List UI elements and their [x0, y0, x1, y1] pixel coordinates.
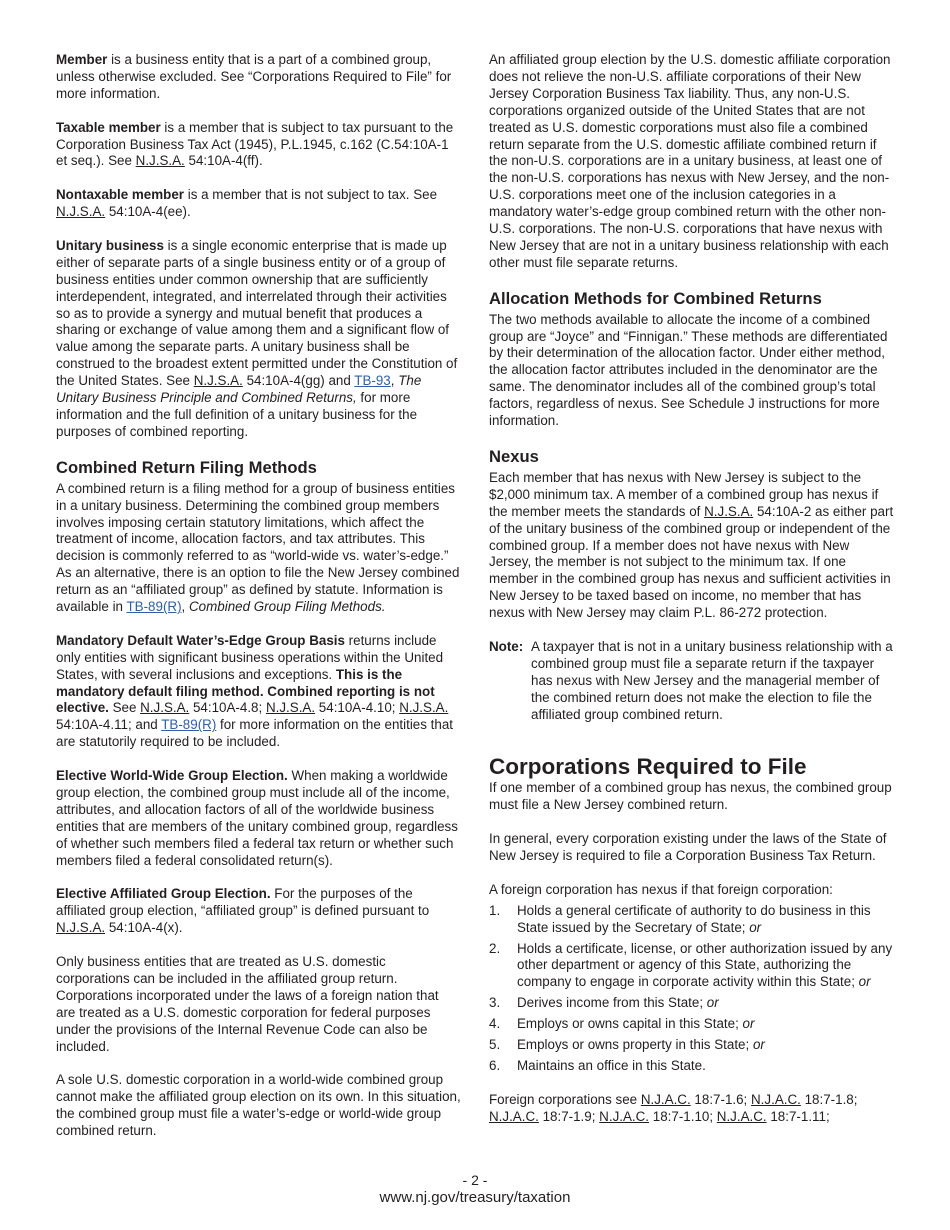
foreign-intro: A foreign corporation has nexus if that foreign corporation:	[489, 881, 833, 897]
list-item: 4. Employs or owns capital in this State; or	[489, 1016, 755, 1032]
nexus-criteria-list	[489, 903, 895, 1075]
domestic-only-paragraph: Only business entities that are treated as U.S. domestic corporations can be included in the affiliated group return. Corporations incorporated under the laws of a foreign nation that are treated as a U.S. domestic corporation for federal purposes under the provisions of the Internal Revenue Code can also be included.	[56, 954, 439, 1054]
list-item: 5. Employs or owns property in this State; or	[489, 1037, 765, 1053]
list-item: 3. Derives income from this State; or	[489, 995, 719, 1011]
section-heading-allocation: Allocation Methods for Combined Returns	[489, 288, 822, 308]
combined-return-paragraph: A combined return is a filing method for a group of business entities in a unitary business. Determining the combined group members involves imposing certain statutory limitations, which affect the treatment of income, allocation factors, and tax attributes. This decision is commonly referred to as “world-wide vs. water’s-edge.” As an alternative, there is an option to file the New Jersey combined return as an “affiliated group” as defined by statute. Information is available in TB-89(R), Combined Group Filing Methods.	[56, 480, 460, 615]
sole-corporation-paragraph: A sole U.S. domestic corporation in a world-wide combined group cannot make the affiliated group election on its own. In this situation, the combined group must file a water’s-edge or world-wide group combined return.	[56, 1072, 461, 1139]
left-column	[56, 52, 461, 1157]
footer-url: www.nj.gov/treasury/taxation	[379, 1189, 571, 1206]
nexus-paragraph: Each member that has nexus with New Jersey is subject to the $2,000 minimum tax. A member of a combined group has nexus if the member meets the standards of N.J.S.A. 54:10A-2 as either part of the unitary business of the combined group or independent of the combined group. If a member does not have nexus with New Jersey, the member is not subject to the minimum tax. If one member in the combined group has nexus and sufficient activities in New Jersey to be taxed based on income, no member that has nexus with New Jersey may claim P.L. 86-272 protection.	[489, 469, 894, 621]
mandatory-waters-edge-paragraph: Mandatory Default Water’s-Edge Group Basis returns include only entities with significant business operations within the United States, with several inclusions and exceptions. This is the mandatory default filing method. Combined reporting is not elective. See N.J.S.A. 54:10A-4.8; N.J.S.A. 54:10A-4.10; N.J.S.A. 54:10A-4.11; and TB-89(R) for more information on the entities that are statutorily required to be included.	[56, 632, 453, 750]
definition-unitary-business: Unitary business is a single economic enterprise that is made up either of separate parts of a single business entity or of a group of business entities under common ownership that are sufficiently interdependent, integrated, and interrelated through their activities so as to provide a synergy and mutual benefit that produces a sharing or exchange of value among them and a significant flow of value among the separate parts. A unitary business shall be construed to the broadest extent permitted under the Constitution of the United States. See N.J.S.A. 54:10A-4(gg) and TB-93, The Unitary Business Principle and Combined Returns, for more information and the full definition of a unitary business for the purposes of combined reporting.	[56, 237, 458, 439]
definition-nontaxable-member: Nontaxable member is a member that is not subject to tax. See N.J.S.A. 54:10A-4(ee).	[56, 187, 438, 220]
tb-89r-link[interactable]: TB-89(R)	[126, 599, 182, 615]
section-heading-nexus: Nexus	[489, 446, 539, 466]
statute-ref: N.J.S.A.	[193, 373, 243, 389]
allocation-paragraph: The two methods available to allocate the income of a combined group are “Joyce” and “Finnigan.” These methods are differentiated by their determination of the allocation factor. Under either method, the allocation factor attributes included in the denominator are the same. The denominator includes all of the combined group’s total factors, regardless of nexus. See Schedule J instructions for more information.	[489, 311, 888, 429]
tb-93-link[interactable]: TB-93	[354, 373, 391, 389]
right-column	[489, 52, 895, 1142]
list-item: 6. Maintains an office in this State.	[489, 1057, 706, 1073]
tb-89r-link[interactable]: TB-89(R)	[161, 717, 217, 733]
affiliated-election-paragraph: Elective Affiliated Group Election. For the purposes of the affiliated group election, “affiliated group” is defined pursuant to N.J.S.A. 54:10A-4(x).	[56, 886, 430, 936]
corp-paragraph-1: If one member of a combined group has nexus, the combined group must file a New Jersey combined return.	[489, 780, 892, 813]
worldwide-election-paragraph: Elective World-Wide Group Election. When making a worldwide group election, the combined group must include all of the income, attributes, and allocation factors of all of the worldwide business entities that are members of the unitary combined group, regardless of whether such members filed a federal tax return or whether such members filed a federal consolidated return(s).	[56, 768, 458, 868]
note-label: Note:	[489, 638, 524, 654]
list-item: 2. Holds a certificate, license, or other authorization issued by any other department or agency of this State, authorizing the company to engage in corporate activity within this State; or	[489, 940, 893, 990]
foreign-corporations-references: Foreign corporations see N.J.A.C. 18:7-1.6; N.J.A.C. 18:7-1.8; N.J.A.C. 18:7-1.9; N.J.A.C. 18:7-1.10; N.J.A.C. 18:7-1.11;	[489, 1091, 858, 1124]
definition-member: Member is a business entity that is a part of a combined group, unless otherwise excluded. See “Corporations Required to File” for more information.	[56, 52, 452, 101]
page-number: - 2 -	[462, 1172, 488, 1188]
list-item: 1. Holds a general certificate of authority to do business in this State issued by the Secretary of State; or	[489, 902, 871, 935]
note-text: A taxpayer that is not in a unitary business relationship with a combined group must file a separate return if the taxpayer has nexus with New Jersey and the managerial member of the combined return does not make the election to file the affiliated group combined return.	[531, 638, 893, 722]
corp-paragraph-2: In general, every corporation existing under the laws of the State of New Jersey is required to file a Corporation Business Tax Return.	[489, 831, 887, 863]
section-heading-corporations-required: Corporations Required to File	[489, 754, 807, 780]
statute-ref: N.J.S.A.	[56, 204, 106, 220]
note-block	[489, 639, 895, 724]
affiliated-election-nonus-paragraph: An affiliated group election by the U.S. domestic affiliate corporation does not relieve the non-U.S. affiliate corporations of their New Jersey Corporation Business Tax liability. Thus, any non-U.S. corporations organized outside of the United States that are not treated as U.S. domestic corporations must also file a combined return separate from the U.S. domestic affiliate combined return if the non-U.S. corporations are in a unitary business, at least one of the non-U.S. corporations has nexus with New Jersey, and the non-U.S. corporations meet one of the inclusion categories in a mandatory water’s-edge group combined return with the other non-U.S. corporations. The non-U.S. corporations that have nexus with New Jersey that are not in a unitary business relationship with each other must file separate returns.	[489, 52, 891, 270]
statute-ref: N.J.S.A.	[135, 153, 185, 169]
section-heading-combined-return: Combined Return Filing Methods	[56, 457, 317, 477]
definition-taxable-member: Taxable member is a member that is subject to tax pursuant to the Corporation Business Tax Act (1945), P.L.1945, c.162 (C.54:10A-1 et seq.). See N.J.S.A. 54:10A-4(ff).	[56, 119, 454, 169]
